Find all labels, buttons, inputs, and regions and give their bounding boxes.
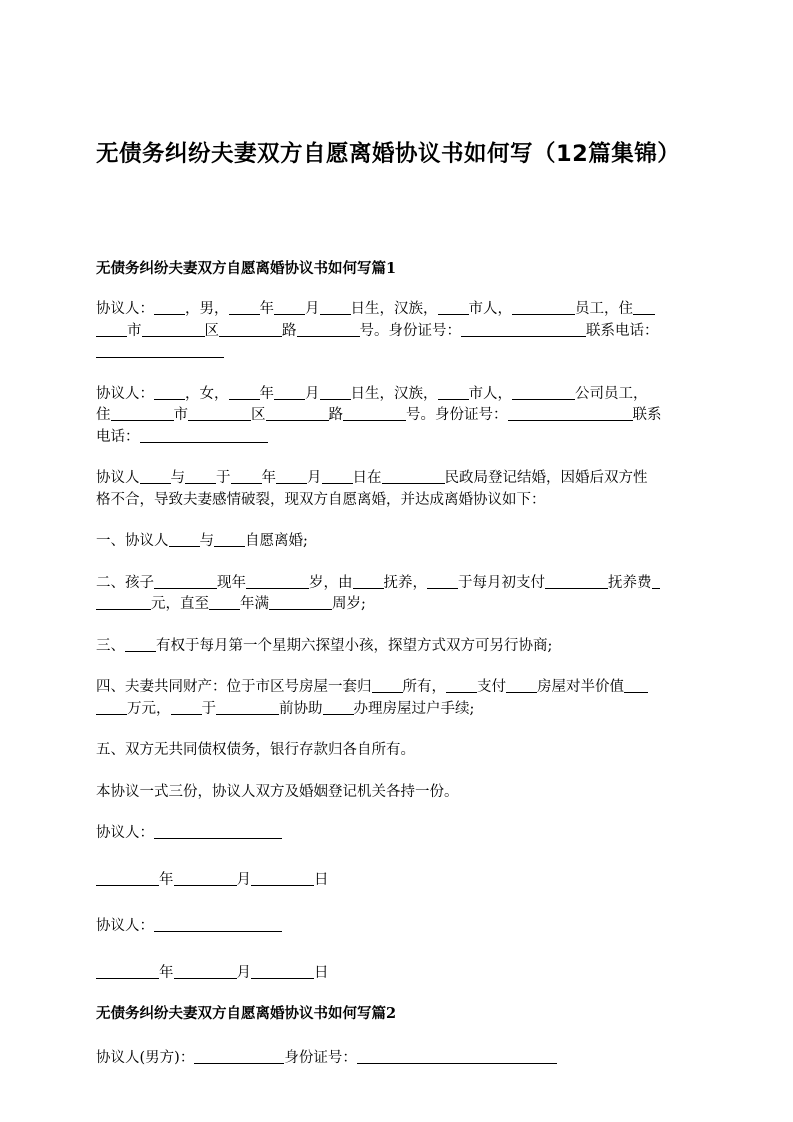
- label: 有权于每月第一个星期六探望小孩，探望方式双方可另行协商;: [156, 637, 553, 654]
- label: 二、孩子: [96, 574, 154, 591]
- blank: [269, 595, 332, 610]
- blank: [214, 532, 245, 547]
- blank: [461, 322, 586, 337]
- label: 年: [159, 964, 174, 981]
- blank: [185, 469, 216, 484]
- label: 市: [127, 322, 142, 339]
- blank: [246, 574, 309, 589]
- signature-blank: [154, 917, 282, 932]
- label: 月: [307, 470, 322, 486]
- label: 三、: [96, 637, 125, 654]
- blank: [96, 871, 159, 886]
- label: 月: [305, 385, 320, 402]
- label: 年: [261, 470, 276, 486]
- label: 区: [251, 407, 266, 423]
- blank: [140, 469, 171, 484]
- label: 员工，住: [575, 301, 633, 317]
- label: 协议人: [96, 470, 140, 486]
- blank: [142, 322, 205, 337]
- label: 元，直至: [151, 596, 209, 612]
- label: 身份证号：: [284, 1050, 357, 1066]
- blank: [624, 678, 648, 693]
- section-2-heading: 无债务纠纷夫妻双方自愿离婚协议书如何写篇2: [96, 1005, 397, 1022]
- blank: [229, 385, 260, 400]
- label: 抚养，: [383, 574, 427, 591]
- clause-2: [96, 573, 700, 616]
- blank: [154, 385, 185, 400]
- clause-3: [96, 636, 700, 658]
- label: 日: [314, 964, 329, 981]
- blank: [194, 1049, 284, 1064]
- label: 日生，汉族，: [350, 301, 438, 317]
- blank: [154, 300, 185, 315]
- label: 与: [170, 470, 185, 486]
- blank: [174, 964, 237, 979]
- blank: [323, 700, 354, 715]
- label: 协议人：: [96, 385, 154, 402]
- blank: [96, 700, 127, 715]
- blank: [343, 406, 406, 421]
- blank: [633, 300, 655, 315]
- blank: [171, 700, 202, 715]
- blank: [174, 871, 237, 886]
- label: 年: [259, 301, 274, 317]
- label: 民政局登记结婚，因婚后双方性: [444, 470, 648, 486]
- blank: [545, 574, 608, 589]
- label: 年: [259, 385, 274, 402]
- blank: [251, 871, 314, 886]
- label: 市人，: [468, 385, 512, 402]
- label: 月: [305, 301, 320, 317]
- blank: [96, 322, 127, 337]
- copies-note: 本协议一式三份，协议人双方及婚姻登记机关各持一份。: [96, 783, 459, 800]
- label: 联系电话：: [586, 322, 659, 339]
- blank: [276, 469, 307, 484]
- label: 现年: [217, 574, 246, 591]
- label: 协议人(男方)：: [96, 1050, 195, 1066]
- label: 岁，由: [309, 574, 353, 591]
- blank: [125, 637, 156, 652]
- label: ，女，: [185, 385, 229, 402]
- label: 协议人：: [96, 301, 154, 317]
- blank: [274, 300, 305, 315]
- label: 月: [236, 964, 251, 981]
- label: 周岁;: [332, 596, 366, 612]
- label: 于: [201, 700, 216, 717]
- clause-1: [96, 531, 700, 553]
- label: 与: [199, 533, 214, 549]
- label: 协议人：: [96, 825, 154, 841]
- blank: [297, 322, 360, 337]
- blank: [320, 300, 351, 315]
- label: 日: [314, 871, 329, 888]
- signature-line-2: [96, 916, 700, 938]
- blank: [652, 574, 660, 589]
- label: 电话：: [96, 428, 140, 445]
- label: 路: [282, 322, 297, 339]
- blank: [96, 343, 224, 358]
- blank: [438, 300, 469, 315]
- blank: [188, 406, 251, 421]
- label: 抚养费: [608, 574, 652, 591]
- label: 于每月初支付: [458, 574, 545, 591]
- blank: [229, 300, 260, 315]
- label: 号。身份证号：: [406, 407, 508, 423]
- label: 办理房屋过户手续;: [353, 700, 475, 717]
- blank: [216, 700, 279, 715]
- date-line-2: [96, 963, 700, 985]
- blank: [209, 595, 240, 610]
- label: 万元，: [127, 700, 171, 717]
- blank: [357, 1049, 557, 1064]
- label: 区: [204, 322, 219, 339]
- blank: [438, 385, 469, 400]
- label: 年: [159, 871, 174, 888]
- label: 日生，汉族，: [350, 385, 438, 402]
- blank: [512, 385, 575, 400]
- clause-4: [96, 677, 700, 720]
- party-a-info: [96, 299, 700, 364]
- date-line-1: [96, 870, 700, 892]
- marriage-info: [96, 468, 700, 511]
- label: 公司员工，: [575, 385, 648, 402]
- label: 路: [328, 407, 343, 423]
- blank: [508, 406, 633, 421]
- label: 格不合，导致夫妻感情破裂，现双方自愿离婚，并达成离婚协议如下：: [96, 491, 546, 508]
- label: ，男，: [185, 301, 229, 317]
- label: 一、协议人: [96, 533, 169, 549]
- blank: [322, 469, 353, 484]
- section-1-heading: 无债务纠纷夫妻双方自愿离婚协议书如何写篇1: [96, 260, 397, 277]
- label: 于: [216, 470, 231, 486]
- blank: [111, 406, 174, 421]
- label: 市: [173, 407, 188, 423]
- blank: [427, 574, 458, 589]
- blank: [274, 385, 305, 400]
- party-male-line: [96, 1048, 700, 1070]
- clause-5: 五、双方无共同债权债务，银行存款归各自所有。: [96, 742, 415, 758]
- blank: [446, 678, 477, 693]
- signature-line-1: [96, 823, 700, 845]
- document-body: [96, 259, 700, 1090]
- label: 年满: [240, 596, 269, 612]
- blank: [382, 469, 445, 484]
- signature-blank: [154, 824, 282, 839]
- blank: [169, 532, 200, 547]
- label: 房屋对半价值: [537, 679, 624, 695]
- blank: [96, 964, 159, 979]
- label: 市人，: [468, 301, 512, 317]
- label: 号。身份证号：: [359, 322, 461, 339]
- blank: [353, 574, 384, 589]
- label: 四、夫妻共同财产：位于市区号房屋一套归: [96, 679, 372, 695]
- party-b-info: [96, 384, 700, 449]
- label: 自愿离婚;: [245, 533, 308, 549]
- label: 日在: [352, 470, 382, 486]
- blank: [320, 385, 351, 400]
- blank: [266, 406, 329, 421]
- blank: [251, 964, 314, 979]
- label: 所有，: [402, 679, 446, 695]
- blank: [512, 300, 575, 315]
- blank: [154, 574, 217, 589]
- blank: [372, 678, 403, 693]
- label: 联系: [632, 407, 662, 423]
- label: 支付: [477, 679, 506, 695]
- label: 前协助: [279, 700, 323, 717]
- blank: [96, 595, 151, 610]
- blank: [506, 678, 537, 693]
- label: 住: [96, 407, 111, 423]
- label: 月: [236, 871, 251, 888]
- blank: [140, 428, 268, 443]
- blank: [231, 469, 262, 484]
- blank: [219, 322, 282, 337]
- document-title: 无债务纠纷夫妻双方自愿离婚协议书如何写（12篇集锦）: [96, 141, 681, 167]
- label: 协议人：: [96, 918, 154, 934]
